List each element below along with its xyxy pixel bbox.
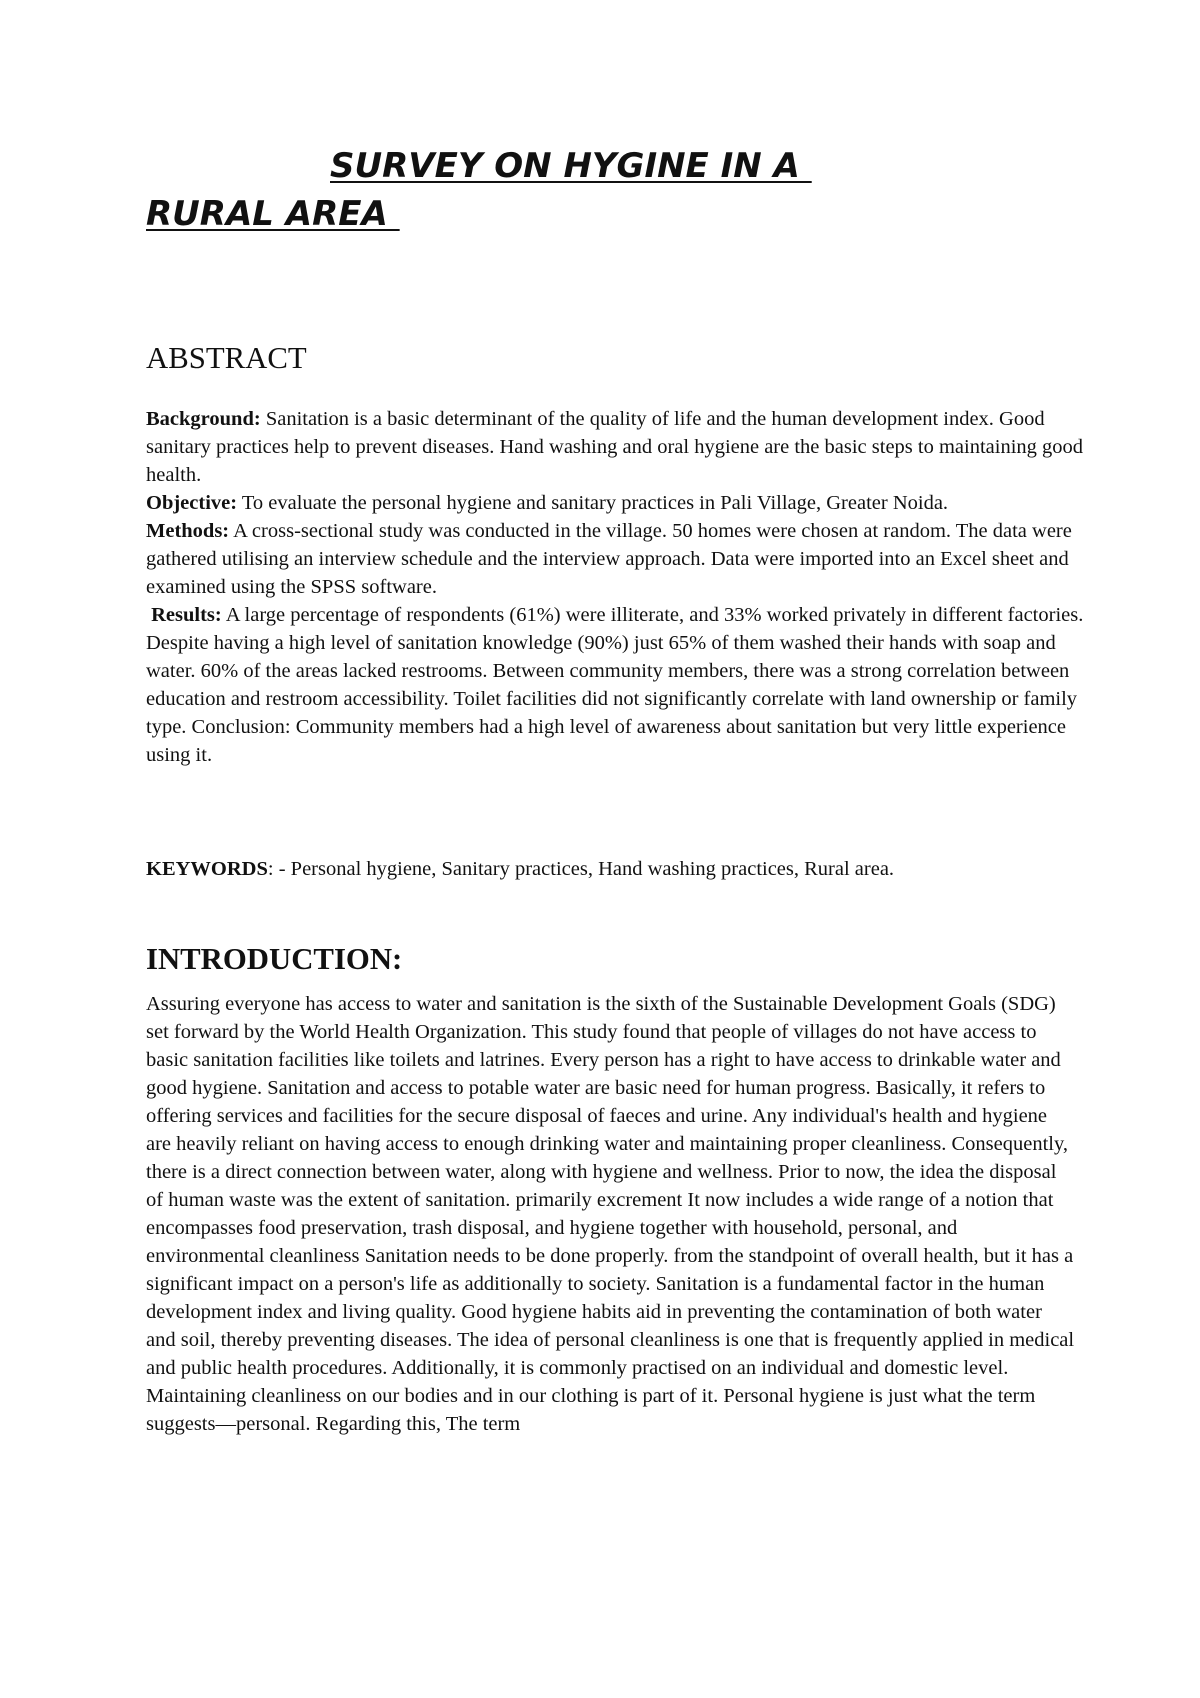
keywords-label: KEYWORDS: [146, 858, 268, 880]
introduction-body: Assuring everyone has access to water and sanitation is the sixth of the Sustainable Development Goals (SDG) set forward by the World Health Organization. This study found that people of villages do not have access to basic sanitation facilities like toilets and latrines. Every person has a right to have access to drinkable water and good hygiene. Sanitation and access to potable water are basic need for human progress. Basically, it refers to offering services and facilities for the secure disposal of faeces and urine. Any individual's health and hygiene are heavily reliant on having access to enough drinking water and maintaining proper cleanliness. Consequently, there is a direct connection between water, along with hygiene and wellness. Prior to now, the idea the disposal of human waste was the extent of sanitation. primarily excrement It now includes a wide range of a notion that encompasses food preservation, trash disposal, and hygiene together with household, personal, and environmental cleanliness Sanitation needs to be done properly. from the standpoint of overall health, but it has a significant impact on a person's life as additionally to society. Sanitation is a fundamental factor in the human development index and living quality. Good hygiene habits aid in preventing the contamination of both water and soil, thereby preventing diseases. The idea of personal cleanliness is one that is frequently applied in medical and public health procedures. Additionally, it is commonly practised on an individual and domestic level. Maintaining cleanliness on our bodies and in our clothing is part of it. Personal hygiene is just what the term suggests—personal. Regarding this, The term: [146, 993, 1075, 1435]
title-line-1: SURVEY ON HYGINE IN A: [330, 146, 812, 186]
abstract-background: [146, 405, 1086, 489]
results-text: A large percentage of respondents (61%) were illiterate, and 33% worked privately in different factories. Despite having a high level of sanitation knowledge (90%) just 65% of them washed their hands with soap and water. 60% of the areas lacked restrooms. Between community members, there was a strong correlation between education and restroom accessibility. Toilet facilities did not significantly correlate with land ownership or family type. Conclusion: Community members had a high level of awareness about sanitation but very little experience using it.: [146, 604, 1084, 766]
keywords-text: : - Personal hygiene, Sanitary practices, Hand washing practices, Rural area.: [267, 858, 895, 880]
results-label: Results:: [151, 604, 222, 626]
objective-text: To evaluate the personal hygiene and sanitary practices in Pali Village, Greater Noida.: [237, 492, 949, 514]
methods-label: Methods:: [146, 520, 230, 542]
abstract-results: [146, 601, 1086, 769]
abstract-body: [146, 405, 1086, 769]
abstract-objective: [146, 489, 1086, 517]
abstract-heading: ABSTRACT: [146, 341, 307, 375]
background-text: Sanitation is a basic determinant of the quality of life and the human development index. Good sanitary practices help to prevent diseases. Hand washing and oral hygiene are the basic steps to maintaining good health.: [146, 408, 1084, 486]
keywords-line: [146, 855, 1086, 883]
title-line-2: RURAL AREA: [146, 194, 400, 234]
background-label: Background:: [146, 408, 261, 430]
document-title: [146, 142, 1026, 238]
objective-label: Objective:: [146, 492, 238, 514]
abstract-methods: [146, 517, 1086, 601]
methods-text: A cross-sectional study was conducted in the village. 50 homes were chosen at random. The data were gathered utilising an interview schedule and the interview approach. Data were imported into an Excel sheet and examined using the SPSS software.: [146, 520, 1072, 598]
introduction-heading: INTRODUCTION:: [146, 942, 403, 976]
